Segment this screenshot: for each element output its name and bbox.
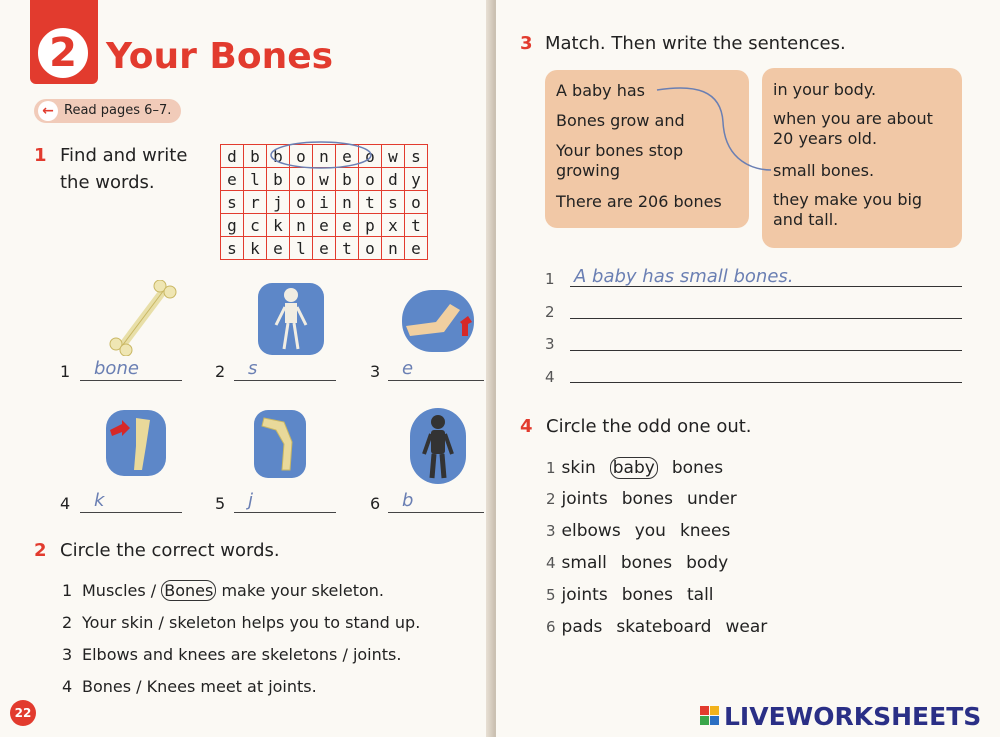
section-1-heading-line2: the words.	[60, 172, 155, 193]
word-search-cell[interactable]: b	[267, 145, 290, 168]
answer-5-input[interactable]: j	[234, 490, 336, 513]
joint-picture	[254, 410, 306, 478]
word-search-cell[interactable]: s	[221, 237, 244, 260]
word-search-cell[interactable]: r	[244, 191, 267, 214]
word-search-cell[interactable]: t	[405, 214, 428, 237]
match-left-4[interactable]: There are 206 bones	[556, 192, 722, 211]
choice-b[interactable]: Knees	[146, 677, 196, 696]
word-search-cell[interactable]: d	[221, 145, 244, 168]
page-title: Your Bones	[106, 36, 334, 77]
section-1-heading-line1: Find and write	[60, 145, 188, 166]
odd-word[interactable]: bones	[621, 489, 673, 509]
odd-row-6	[546, 617, 781, 637]
answer-3-number: 3	[370, 362, 381, 381]
word-search-cell[interactable]: w	[382, 145, 405, 168]
choice-a[interactable]: Bones	[82, 677, 132, 696]
elbow-icon	[402, 290, 474, 352]
knee-picture	[106, 410, 166, 476]
word-search-cell[interactable]: s	[221, 191, 244, 214]
odd-row-number: 4	[546, 554, 556, 572]
odd-row-number: 2	[546, 490, 556, 508]
word-search-cell[interactable]: w	[313, 168, 336, 191]
word-search-cell[interactable]: s	[382, 191, 405, 214]
word-search-cell[interactable]: n	[290, 214, 313, 237]
odd-word[interactable]: joints	[561, 489, 608, 509]
choice-b[interactable]: Bones	[161, 580, 216, 601]
word-search-cell[interactable]: o	[359, 168, 382, 191]
left-page	[0, 0, 496, 737]
odd-word[interactable]: joints	[561, 585, 608, 605]
sentence-3	[62, 645, 401, 664]
word-search-cell[interactable]: o	[359, 237, 382, 260]
odd-word-circled[interactable]: baby	[610, 457, 658, 479]
sentence-4	[62, 677, 317, 696]
watermark: LIVEWORKSHEETS	[724, 702, 982, 731]
odd-word[interactable]: wear	[725, 617, 768, 637]
word-search-cell[interactable]: b	[336, 168, 359, 191]
match-right-1[interactable]: in your body.	[773, 80, 877, 99]
word-search-cell[interactable]: k	[244, 237, 267, 260]
match-right-4[interactable]: they make you big and tall.	[773, 190, 923, 229]
word-search-cell[interactable]: d	[382, 168, 405, 191]
read-pages-pill	[34, 99, 181, 123]
word-search-cell[interactable]: c	[244, 214, 267, 237]
write-line-1[interactable]	[570, 266, 962, 287]
word-search-cell[interactable]: o	[405, 191, 428, 214]
odd-row-number: 6	[546, 618, 556, 636]
word-search-cell[interactable]: e	[405, 237, 428, 260]
answer-2-input[interactable]: s	[234, 358, 336, 381]
write-line-1-text: A baby has small bones.	[574, 266, 794, 287]
word-search-cell[interactable]: e	[313, 237, 336, 260]
write-line-4-number: 4	[545, 368, 555, 386]
bone-icon	[108, 280, 178, 356]
write-line-2[interactable]	[570, 298, 962, 319]
odd-row-number: 3	[546, 522, 556, 540]
choice-separator: /	[131, 677, 147, 696]
match-left-3[interactable]: Your bones stop growing	[556, 141, 684, 180]
sentence-1	[62, 581, 384, 600]
body-icon	[410, 408, 466, 484]
odd-word[interactable]: body	[686, 553, 729, 573]
match-right-2[interactable]: when you are about 20 years old.	[773, 109, 933, 148]
page-number: 22	[10, 700, 36, 726]
write-line-2-number: 2	[545, 303, 555, 321]
word-search-cell[interactable]: g	[221, 214, 244, 237]
word-search-cell[interactable]: n	[336, 191, 359, 214]
odd-word[interactable]: bones	[620, 553, 673, 573]
write-line-3[interactable]	[570, 330, 962, 351]
odd-word[interactable]: under	[687, 489, 737, 509]
odd-row-5	[546, 585, 728, 605]
section-1-number: 1	[34, 145, 47, 166]
word-search-cell[interactable]: o	[290, 145, 313, 168]
word-search-cell[interactable]: j	[267, 191, 290, 214]
odd-word[interactable]: bones	[671, 458, 724, 478]
choice-separator: /	[337, 645, 353, 664]
answer-6-number: 6	[370, 494, 381, 513]
write-line-3-number: 3	[545, 335, 555, 353]
sentence-number: 4	[62, 677, 73, 696]
word-search-cell[interactable]: e	[336, 145, 359, 168]
write-line-1-number: 1	[545, 270, 555, 288]
section-3-heading: Match. Then write the sentences.	[545, 33, 846, 54]
match-left-2[interactable]: Bones grow and	[556, 111, 685, 130]
sentence-number: 1	[62, 581, 73, 600]
section-4-heading: Circle the odd one out.	[546, 416, 752, 437]
choice-b[interactable]: joints	[352, 645, 397, 664]
answer-3-input[interactable]: e	[388, 358, 484, 381]
liveworksheets-logo-icon	[700, 706, 720, 726]
choice-separator: /	[145, 581, 162, 600]
word-search-row	[221, 214, 428, 237]
sentence-rest: meet at joints.	[195, 677, 317, 696]
bone-circle-mark	[268, 138, 378, 172]
choice-separator: /	[153, 613, 169, 632]
section-2-heading: Circle the correct words.	[60, 540, 280, 561]
word-search-row	[221, 191, 428, 214]
section-2-number: 2	[34, 540, 47, 561]
odd-word[interactable]: tall	[687, 585, 714, 605]
elbow-picture	[402, 290, 474, 352]
word-search-cell[interactable]: l	[290, 237, 313, 260]
odd-word[interactable]: skateboard	[616, 617, 712, 637]
skeleton-picture	[258, 283, 324, 355]
odd-word[interactable]: pads	[561, 617, 603, 637]
word-search-cell[interactable]: p	[359, 214, 382, 237]
sentence-number: 3	[62, 645, 73, 664]
answer-4-input[interactable]: k	[80, 490, 182, 513]
body-picture	[410, 408, 466, 484]
odd-word[interactable]: skin	[561, 458, 596, 478]
match-connector-line	[655, 82, 775, 174]
sentence-rest: .	[396, 645, 402, 664]
word-search-cell[interactable]: k	[267, 214, 290, 237]
sentence-rest: make your skeleton.	[216, 581, 384, 600]
word-search-cell[interactable]: o	[290, 168, 313, 191]
word-search-cell[interactable]: t	[359, 191, 382, 214]
section-3-number: 3	[520, 33, 533, 54]
answer-1-number: 1	[60, 362, 71, 381]
odd-row-number: 5	[546, 586, 556, 604]
read-pages-label: Read pages 6–7.	[64, 103, 172, 118]
answer-1-input[interactable]: bone	[80, 358, 182, 381]
word-search-cell[interactable]: t	[336, 237, 359, 260]
word-search-cell[interactable]: e	[336, 214, 359, 237]
word-search-cell[interactable]: s	[405, 145, 428, 168]
word-search-cell[interactable]: o	[290, 191, 313, 214]
odd-word[interactable]: bones	[621, 585, 673, 605]
word-search-cell[interactable]: n	[313, 145, 336, 168]
word-search-cell[interactable]: e	[267, 237, 290, 260]
word-search-cell[interactable]: b	[244, 145, 267, 168]
odd-word[interactable]: elbows	[561, 521, 621, 541]
section-4-number: 4	[520, 416, 533, 437]
unit-number: 2	[34, 24, 92, 82]
word-search-cell[interactable]: e	[221, 168, 244, 191]
odd-row-3	[546, 521, 744, 541]
choice-a[interactable]: Your skin	[82, 613, 154, 632]
match-right-3[interactable]: small bones.	[773, 161, 875, 180]
word-search-cell[interactable]: x	[382, 214, 405, 237]
sentence-number: 2	[62, 613, 73, 632]
word-search-cell[interactable]: o	[359, 145, 382, 168]
odd-word[interactable]: knees	[679, 521, 731, 541]
sentence-rest: helps you to stand up.	[236, 613, 421, 632]
knee-icon	[106, 410, 166, 476]
write-line-4[interactable]	[570, 362, 962, 383]
match-left-1[interactable]: A baby has	[556, 81, 645, 100]
choice-a[interactable]: Elbows and knees are skeletons	[82, 645, 338, 664]
arrow-left-icon: ←	[38, 101, 58, 121]
odd-row-2	[546, 489, 751, 509]
answer-6-input[interactable]: b	[388, 490, 484, 513]
word-search-cell[interactable]: n	[382, 237, 405, 260]
word-search-row	[221, 237, 428, 260]
joint-icon	[254, 410, 306, 478]
answer-5-number: 5	[215, 494, 226, 513]
odd-row-4	[546, 553, 742, 573]
word-search-cell[interactable]: e	[313, 214, 336, 237]
odd-row-number: 1	[546, 459, 556, 477]
skeleton-icon	[258, 283, 324, 355]
word-search-cell[interactable]: b	[267, 168, 290, 191]
word-search-cell[interactable]: l	[244, 168, 267, 191]
choice-b[interactable]: skeleton	[169, 613, 237, 632]
odd-word[interactable]: you	[634, 521, 666, 541]
odd-word[interactable]: small	[561, 553, 607, 573]
choice-a[interactable]: Muscles	[82, 581, 146, 600]
word-search-cell[interactable]: i	[313, 191, 336, 214]
answer-4-number: 4	[60, 494, 71, 513]
answer-2-number: 2	[215, 362, 226, 381]
word-search-cell[interactable]: y	[405, 168, 428, 191]
sentence-2	[62, 613, 420, 632]
odd-row-1	[546, 457, 737, 479]
